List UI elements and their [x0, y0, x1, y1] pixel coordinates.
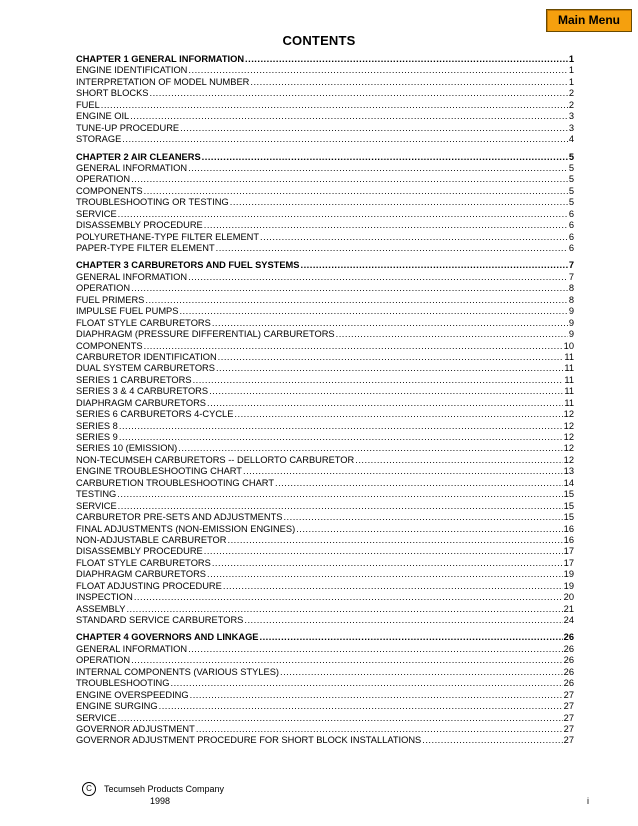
- toc-entry[interactable]: [76, 644, 574, 655]
- toc-entry-page: 6: [568, 231, 574, 242]
- toc-entry-title: STANDARD SERVICE CARBURETORS: [76, 615, 244, 625]
- toc-entry-title: SERIES 3 & 4 CARBURETORS: [76, 386, 209, 397]
- toc-entry-title: GENERAL INFORMATION: [76, 271, 188, 282]
- toc-entry-page: 27: [563, 712, 574, 723]
- toc-entry-title: FLOAT STYLE CARBURETORS: [76, 557, 211, 568]
- toc-entry[interactable]: [76, 512, 574, 523]
- toc-entry[interactable]: [76, 174, 574, 185]
- toc-entry-page: 9: [568, 329, 574, 340]
- toc-entry-page: 12: [563, 420, 574, 431]
- toc-entry-page: 12: [563, 409, 574, 420]
- toc-entry-page: 27: [563, 689, 574, 700]
- toc-chapter-heading[interactable]: [76, 632, 574, 643]
- toc-entry-page: 6: [568, 243, 574, 253]
- dot-leader: [122, 134, 568, 145]
- toc-entry-page: 15: [563, 500, 574, 511]
- toc-entry-title: OPERATION: [76, 655, 131, 666]
- toc-entry-title: SERVICE: [76, 500, 117, 511]
- toc-entry-title: SERIES 6 CARBURETORS 4-CYCLE: [76, 409, 234, 420]
- toc-chapter-block: [76, 54, 574, 146]
- toc-entry-title: ENGINE OIL: [76, 111, 130, 122]
- dot-leader: [130, 111, 568, 122]
- toc-entry[interactable]: [76, 569, 574, 580]
- toc-entry[interactable]: [76, 272, 574, 283]
- dot-leader: [230, 197, 568, 208]
- toc-entry-page: 11: [564, 363, 574, 374]
- toc-entry-title: CHAPTER 4 GOVERNORS AND LINKAGE: [76, 632, 259, 643]
- toc-entry[interactable]: [76, 735, 574, 746]
- toc-entry-page: 5: [568, 162, 574, 173]
- toc-entry-page: 6: [568, 220, 574, 231]
- toc-entry-title: GENERAL INFORMATION: [76, 162, 188, 173]
- dot-leader: [145, 295, 567, 306]
- toc-entry-title: CARBURETION TROUBLESHOOTING CHART: [76, 477, 275, 488]
- toc-entry-page: 12: [563, 432, 574, 442]
- toc-entry[interactable]: [76, 592, 574, 603]
- toc-entry-title: INTERNAL COMPONENTS (VARIOUS STYLES): [76, 666, 280, 677]
- toc-entry-title: CHAPTER 1 GENERAL INFORMATION: [76, 54, 245, 64]
- toc-entry-title: COMPONENTS: [76, 340, 143, 351]
- dot-leader: [283, 512, 562, 523]
- toc-entry-page: 12: [563, 454, 574, 465]
- toc-entry-page: 2: [568, 88, 574, 99]
- toc-entry[interactable]: [76, 163, 574, 174]
- toc-entry-page: 19: [563, 569, 574, 580]
- dot-leader: [243, 466, 563, 477]
- toc-entry-page: 7: [568, 271, 574, 282]
- toc-entry-page: 27: [563, 701, 574, 712]
- toc-entry-title: TUNE-UP PROCEDURE: [76, 122, 180, 133]
- dot-leader: [244, 615, 562, 626]
- dot-leader: [223, 581, 563, 592]
- toc-entry-title: CHAPTER 3 CARBURETORS AND FUEL SYSTEMS: [76, 260, 300, 271]
- copyright-icon: C: [82, 782, 96, 796]
- toc-entry[interactable]: [76, 134, 574, 145]
- toc-entry-title: ENGINE OVERSPEEDING: [76, 689, 189, 700]
- dot-leader: [188, 65, 567, 76]
- toc-entry-title: FINAL ADJUSTMENTS (NON-EMISSION ENGINES): [76, 523, 296, 534]
- toc-entry-page: 26: [563, 655, 574, 666]
- toc-entry-page: 5: [568, 174, 574, 185]
- dot-leader: [250, 77, 567, 88]
- toc-entry-page: 17: [563, 546, 574, 557]
- toc-entry[interactable]: [76, 546, 574, 557]
- toc-entry-page: 26: [563, 666, 574, 677]
- dot-leader: [188, 272, 568, 283]
- dot-leader: [117, 489, 562, 500]
- dot-leader: [260, 632, 563, 643]
- toc-entry[interactable]: [76, 524, 574, 535]
- toc-entry[interactable]: [76, 432, 574, 443]
- dot-leader: [119, 421, 563, 432]
- toc-entry-title: ASSEMBLY: [76, 603, 126, 614]
- dot-leader: [119, 432, 563, 443]
- dot-leader: [216, 363, 563, 374]
- toc-entry-page: 15: [563, 489, 574, 500]
- toc-entry-title: FUEL: [76, 99, 100, 110]
- footer-copyright: [82, 782, 224, 796]
- toc-entry-title: IMPULSE FUEL PUMPS: [76, 306, 179, 317]
- toc-entry[interactable]: [76, 604, 574, 615]
- toc-entry[interactable]: [76, 701, 574, 712]
- toc-entry[interactable]: [76, 186, 574, 197]
- toc-entry[interactable]: [76, 667, 574, 678]
- dot-leader: [144, 341, 563, 352]
- toc-entry-title: CARBURETOR PRE-SETS AND ADJUSTMENTS: [76, 512, 283, 523]
- toc-entry-title: GENERAL INFORMATION: [76, 643, 188, 654]
- toc-entry-page: 5: [568, 197, 574, 208]
- toc-entry-title: ENGINE IDENTIFICATION: [76, 65, 188, 76]
- toc-entry[interactable]: [76, 352, 574, 363]
- dot-leader: [188, 644, 563, 655]
- dot-leader: [144, 186, 568, 197]
- dot-leader: [234, 409, 562, 420]
- dot-leader: [126, 604, 562, 615]
- page-number: i: [587, 796, 589, 806]
- toc-entry-page: 15: [563, 512, 574, 523]
- toc-chapter-block: [76, 260, 574, 626]
- toc-entry[interactable]: [76, 501, 574, 512]
- dot-leader: [260, 232, 568, 243]
- toc-entry-title: FLOAT ADJUSTING PROCEDURE: [76, 580, 222, 591]
- toc-entry-title: DIAPHRAGM CARBURETORS: [76, 569, 207, 580]
- dot-leader: [131, 655, 563, 666]
- toc-entry-title: OPERATION: [76, 174, 131, 185]
- toc-entry-page: 14: [563, 477, 574, 488]
- toc-entry[interactable]: [76, 375, 574, 386]
- dot-leader: [188, 163, 568, 174]
- toc-entry[interactable]: [76, 283, 574, 294]
- toc-entry[interactable]: [76, 123, 574, 134]
- page-title: CONTENTS: [282, 33, 356, 48]
- toc-entry-page: 27: [563, 723, 574, 734]
- toc-entry[interactable]: [76, 341, 574, 352]
- main-menu-button[interactable]: Main Menu: [546, 9, 632, 32]
- toc-entry[interactable]: [76, 615, 574, 626]
- dot-leader: [212, 318, 568, 329]
- toc-entry-title: COMPONENTS: [76, 185, 143, 196]
- toc-entry-title: OPERATION: [76, 283, 131, 294]
- toc-entry[interactable]: [76, 295, 574, 306]
- toc-entry[interactable]: [76, 443, 574, 454]
- toc-entry[interactable]: [76, 243, 574, 254]
- toc-entry[interactable]: [76, 197, 574, 208]
- toc-entry-title: PAPER-TYPE FILTER ELEMENT: [76, 243, 215, 253]
- toc-entry-title: SERIES 9: [76, 432, 118, 442]
- dot-leader: [171, 678, 563, 689]
- dot-leader: [118, 713, 563, 724]
- dot-leader: [193, 375, 564, 386]
- dot-leader: [275, 478, 563, 489]
- toc-entry-title: TESTING: [76, 489, 117, 500]
- toc-entry-title: POLYURETHANE-TYPE FILTER ELEMENT: [76, 231, 260, 242]
- toc-entry-title: ENGINE TROUBLESHOOTING CHART: [76, 466, 242, 477]
- toc-entry[interactable]: [76, 581, 574, 592]
- toc-entry-page: 26: [563, 632, 574, 643]
- toc-entry-page: 16: [563, 534, 574, 545]
- toc-entry-page: 7: [568, 260, 574, 271]
- company-name: Tecumseh Products Company: [104, 784, 225, 794]
- toc-entry[interactable]: [76, 655, 574, 666]
- toc-entry-title: DUAL SYSTEM CARBURETORS: [76, 363, 215, 374]
- dot-leader: [118, 209, 568, 220]
- toc-entry[interactable]: [76, 455, 574, 466]
- dot-leader: [216, 243, 568, 254]
- dot-leader: [202, 152, 568, 163]
- dot-leader: [131, 283, 568, 294]
- toc-entry-title: SERIES 10 (EMISSION): [76, 443, 178, 454]
- toc-entry-title: NON-ADJUSTABLE CARBURETOR: [76, 534, 227, 545]
- toc-entry[interactable]: [76, 678, 574, 689]
- dot-leader: [190, 690, 563, 701]
- toc-entry-page: 13: [563, 466, 574, 477]
- toc-entry-title: NON-TECUMSEH CARBURETORS -- DELLORTO CARBURETOR: [76, 454, 355, 465]
- dot-leader: [336, 329, 568, 340]
- toc-entry[interactable]: [76, 88, 574, 99]
- toc-chapter-heading[interactable]: [76, 54, 574, 65]
- toc-entry-title: INSPECTION: [76, 592, 133, 603]
- toc-entry[interactable]: [76, 329, 574, 340]
- toc-entry[interactable]: [76, 111, 574, 122]
- dot-leader: [196, 724, 563, 735]
- toc-entry[interactable]: [76, 209, 574, 220]
- toc-entry-page: 20: [563, 592, 574, 603]
- toc-entry-page: 9: [568, 306, 574, 317]
- toc-entry-title: SERIES 8: [76, 420, 118, 431]
- dot-leader: [179, 306, 567, 317]
- toc-entry[interactable]: [76, 421, 574, 432]
- toc-entry-page: 11: [564, 374, 574, 385]
- toc-entry-page: 6: [568, 208, 574, 219]
- dot-leader: [296, 524, 562, 535]
- dot-leader: [118, 501, 563, 512]
- toc-entry-title: CARBURETOR IDENTIFICATION: [76, 351, 217, 362]
- toc-entry[interactable]: [76, 409, 574, 420]
- toc-entry-page: 17: [563, 557, 574, 568]
- dot-leader: [150, 88, 568, 99]
- toc-entry-title: ENGINE SURGING: [76, 701, 158, 712]
- toc-entry-page: 12: [563, 443, 574, 454]
- toc-chapter-heading[interactable]: [76, 260, 574, 271]
- toc-entry[interactable]: [76, 318, 574, 329]
- toc-entry-page: 11: [564, 397, 574, 408]
- toc-entry-page: 11: [564, 351, 574, 362]
- toc-entry[interactable]: [76, 724, 574, 735]
- toc-entry-page: 26: [563, 643, 574, 654]
- dot-leader: [280, 667, 563, 678]
- toc-entry[interactable]: [76, 306, 574, 317]
- toc-entry[interactable]: [76, 466, 574, 477]
- toc-entry-page: 1: [568, 65, 574, 76]
- toc-chapter-block: [76, 152, 574, 255]
- toc-entry[interactable]: [76, 77, 574, 88]
- toc-entry[interactable]: [76, 713, 574, 724]
- dot-leader: [131, 174, 568, 185]
- toc-entry-title: GOVERNOR ADJUSTMENT: [76, 723, 195, 734]
- toc-entry-page: 19: [563, 580, 574, 591]
- toc-entry[interactable]: [76, 535, 574, 546]
- toc-entry-page: 21: [563, 603, 574, 614]
- toc-entry-page: 1: [568, 76, 574, 87]
- toc-entry-page: 8: [568, 283, 574, 294]
- dot-leader: [209, 386, 563, 397]
- toc-chapter-block: [76, 632, 574, 746]
- dot-leader: [245, 54, 568, 65]
- toc-entry-title: CHAPTER 2 AIR CLEANERS: [76, 151, 201, 162]
- toc-entry[interactable]: [76, 690, 574, 701]
- toc-chapter-heading[interactable]: [76, 152, 574, 163]
- toc-entry-page: 3: [568, 111, 574, 122]
- dot-leader: [218, 352, 564, 363]
- toc-entry[interactable]: [76, 398, 574, 409]
- toc-entry-page: 16: [563, 523, 574, 534]
- toc-entry-title: DISASSEMBLY PROCEDURE: [76, 220, 203, 231]
- dot-leader: [159, 701, 563, 712]
- toc-entry-page: 24: [563, 615, 574, 625]
- toc-entry-title: FUEL PRIMERS: [76, 294, 145, 305]
- dot-leader: [207, 569, 563, 580]
- toc-entry-page: 2: [568, 99, 574, 110]
- toc-entry-page: 27: [563, 735, 574, 746]
- toc-entry-title: SERVICE: [76, 712, 117, 723]
- toc-entry[interactable]: [76, 489, 574, 500]
- dot-leader: [355, 455, 562, 466]
- toc-entry-page: 9: [568, 317, 574, 328]
- toc-entry[interactable]: [76, 363, 574, 374]
- toc-entry-title: GOVERNOR ADJUSTMENT PROCEDURE FOR SHORT BLOCK INSTALLATIONS: [76, 735, 422, 746]
- toc-entry[interactable]: [76, 478, 574, 489]
- toc-entry-title: DIAPHRAGM CARBURETORS: [76, 397, 207, 408]
- dot-leader: [180, 123, 568, 134]
- toc-entry-title: SHORT BLOCKS: [76, 88, 149, 99]
- dot-leader: [101, 100, 568, 111]
- toc-entry-title: DISASSEMBLY PROCEDURE: [76, 546, 203, 557]
- toc-entry-title: INTERPRETATION OF MODEL NUMBER: [76, 76, 250, 87]
- dot-leader: [212, 558, 563, 569]
- toc-entry[interactable]: [76, 220, 574, 231]
- toc-entry[interactable]: [76, 232, 574, 243]
- toc-entry-title: SERVICE: [76, 208, 117, 219]
- dot-leader: [204, 546, 563, 557]
- dot-leader: [134, 592, 563, 603]
- toc-entry[interactable]: [76, 65, 574, 76]
- table-of-contents: [76, 54, 574, 753]
- toc-entry-page: 5: [568, 185, 574, 196]
- copyright-year: 1998: [150, 796, 171, 806]
- toc-entry[interactable]: [76, 386, 574, 397]
- toc-entry[interactable]: [76, 558, 574, 569]
- dot-leader: [204, 220, 568, 231]
- toc-entry-page: 5: [568, 151, 574, 162]
- toc-entry-page: 3: [568, 122, 574, 133]
- toc-entry-title: TROUBLESHOOTING: [76, 678, 170, 689]
- toc-entry-page: 10: [563, 340, 574, 351]
- toc-entry-page: 8: [568, 294, 574, 305]
- dot-leader: [422, 735, 562, 746]
- toc-entry-page: 26: [563, 678, 574, 689]
- toc-entry-title: TROUBLESHOOTING OR TESTING: [76, 197, 229, 208]
- toc-entry-title: STORAGE: [76, 134, 122, 145]
- toc-entry-title: DIAPHRAGM (PRESSURE DIFFERENTIAL) CARBURETORS: [76, 329, 335, 340]
- dot-leader: [207, 398, 563, 409]
- toc-entry[interactable]: [76, 100, 574, 111]
- dot-leader: [178, 443, 562, 454]
- toc-entry-title: SERIES 1 CARBURETORS: [76, 374, 192, 385]
- toc-entry-page: 11: [564, 386, 574, 397]
- dot-leader: [301, 260, 568, 271]
- toc-entry-title: FLOAT STYLE CARBURETORS: [76, 317, 211, 328]
- toc-entry-page: 4: [568, 134, 574, 145]
- dot-leader: [228, 535, 563, 546]
- toc-entry-page: 1: [568, 54, 574, 64]
